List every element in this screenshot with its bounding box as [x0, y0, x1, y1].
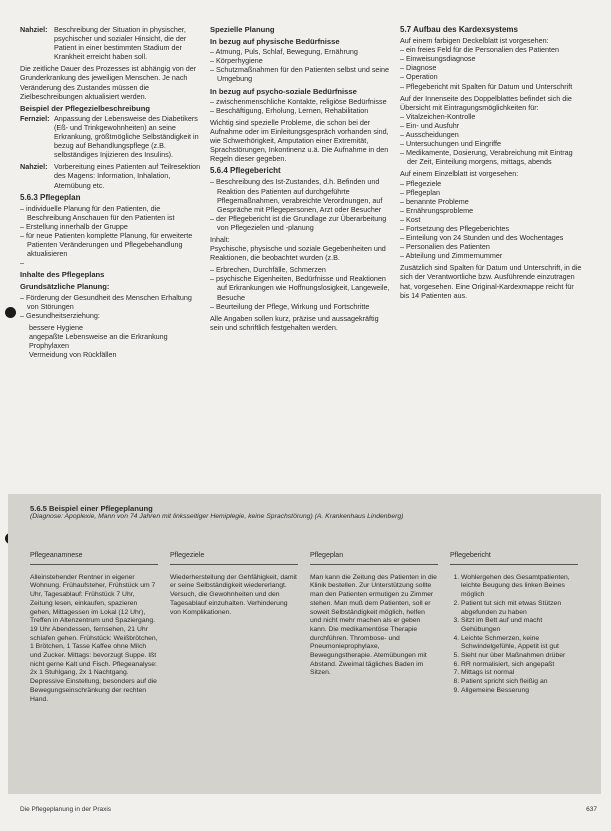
page-number: 637 [586, 806, 597, 813]
section-heading: Spezielle Planung [210, 25, 275, 34]
section-heading: In bezug auf psycho-soziale Bedürfnisse [210, 86, 357, 96]
paragraph: Auf der Innenseite des Doppelblattes befindet sich die Übersicht mit Eintragungsmöglichkeiten für: [400, 93, 572, 112]
phys-list: – Atmung, Puls, Schlaf, Bewegung, Ernährung – Körperhygiene – Schutzmaßnahmen für den Patienten selbst und seine Umgebung [210, 47, 390, 83]
punch-hole-icon [5, 307, 16, 318]
section-heading: 5.6.4 Pflegebericht [210, 166, 281, 176]
paragraph: Alle Angaben sollen kurz, präzise und aussagekräftig sein und schriftlich festgehalten werden. [210, 313, 379, 332]
paragraph: Die zeitliche Dauer des Prozesses ist abhängig von der Grunderkrankung des jeweiligen Menschen. Je nach Veränderung des Zustandes müssen die Zielbeschreibungen aktualisiert werden. [20, 64, 197, 101]
planning-list: – individuelle Planung für den Patienten, die Beschreibung Anschauen für den Patienten ist – Erstellung innerhalb der Gruppe – für neue Patienten komplette Planung, für erweiterte Patienten Veränderungen und Pflegebehandlung aktualisieren – [20, 204, 202, 268]
section-heading: Inhalte des Pflegeplans [20, 270, 105, 280]
box-column-pflegebericht: Pflegebericht 1. Wohlergehen des Gesamtpatienten, leichte Beugung des linken Beines möglich 2. Patient tut sich mit etwas Stützen abgefunden zu haben 3. Sitzt im Bett auf und macht Gehübungen 4. Leichte Schmerzen, keine Schwindelgefühle, Appetit ist gut 5. Sieht nur über Maßnahmen drüber 6. RR normalisiert, sich angepaßt 7. Mittags ist normal 8. Patient spricht sich fleißig an 9. Allgemeine Besserung [450, 552, 578, 696]
example-box [8, 494, 601, 794]
grund-sublist: bessere Hygiene angepaßte Lebensweise an die Erkrankung Prophylaxen Vermeidung von Rückfällen [29, 322, 168, 360]
einzel-list: – Pflegeziele – Pflegeplan – benannte Probleme – Ernährungsprobleme – Kost – Fortsetzung des Pflegeberichtes – Einteilung von 24 Stunden und des Wochentages – Personalien des Patienten – Abteilung und Zimmernummer [400, 179, 582, 261]
definition-fernziel: Fernziel: Anpassung der Lebensweise des Diabetikers (Eß- und Trinkgewohnheiten) an seine Erkrankung, größtmögliche Selbständigkeit in bezug auf Behandlungspflege (z.B. selbständiges Injizieren des Insulins). [20, 113, 199, 160]
middle-column [210, 25, 390, 335]
section-heading: 5.7 Aufbau des Kardexsystems [400, 25, 518, 34]
paragraph: Auf einem Einzelblatt ist vorgesehen: [400, 169, 519, 179]
paragraph: Wichtig sind spezielle Probleme, die schon bei der Aufnahme oder im Einleitungsgespräch vorhanden sind, wie Schwerhörigkeit, Amputation einer Extremität, Sprachstörungen, Inkontinenz u.ä. Die Aufnahme in den Regeln dieser gegeben. [210, 117, 389, 164]
box-column-pflegeplan: Pflegeplan Man kann die Zeitung des Patienten in die Klinik bestellen. Zur Unterstützung sollte man den Patienten ermutigen zu Zimmer stehen. Man muß dem Patienten, soll er soweit Selbständigkeit möglich, helfen und nicht mehr machen als er geben kann. Die medikamentöse Therapie durchführen. Thrombose- und Pneumonieprophylaxe, Bewegungstherapie. Atemübungen mit Abstand. Zweimal tägliches Baden im Sitzen. [310, 552, 437, 677]
inhalt-list: – Erbrechen, Durchfälle, Schmerzen – psychische Eigenheiten, Bedürfnisse und Reaktionen auf Erkrankungen wie Hoffnungslosigkeit, Langeweile, Besuche – Beurteilung der Pflege, Wirkung und Fortschritte [210, 265, 390, 310]
right-column [400, 25, 582, 303]
kardex-list: – ein freies Feld für die Personalien des Patienten – Einweisungsdiagnose – Diagnose – Operation – Pflegebericht mit Spalten für Datum und Unterschrift [400, 45, 582, 90]
paragraph: Psychische, physische und soziale Gegebenheiten und Reaktionen, die beobachtet wurden (z.B. [210, 244, 386, 263]
pflegebericht-list: 1. Wohlergehen des Gesamtpatienten, leichte Beugung des linken Beines möglich 2. Patient tut sich mit etwas Stützen abgefunden zu haben 3. Sitzt im Bett auf und macht Gehübungen 4. Leichte Schmerzen, keine Schwindelgefühle, Appetit ist gut 5. Sieht nur über Maßnahmen drüber 6. RR normalisiert, sich angepaßt 7. Mittags ist normal 8. Patient spricht sich fleißig an 9. Allgemeine Besserung [450, 574, 578, 696]
paragraph: Auf einem farbigen Deckelblatt ist vorgesehen: [400, 36, 549, 46]
box-heading: 5.6.5 Beispiel einer Pflegeplanung [30, 504, 153, 513]
psych-list: – zwischenmenschliche Kontakte, religiöse Bedürfnisse – Beschäftigung, Erholung, Lernen, Rehabilitation [210, 97, 390, 115]
paragraph: Inhalt: [210, 234, 230, 244]
box-column-anamnese: Pflegeanamnese Alleinstehender Rentner in eigener Wohnung. Frühaufsteher, Frühstück um 7 Uhr, Tagesablauf: Frühstück 7 Uhr, Zeitung lesen, einkaufen, spazieren gehen, Mittagessen im Lokal (12 Uhr), Treffen in Altenzentrum und Spaziergang. 19 Uhr Abendessen, fernsehen, 21 Uhr schlafen gehen. Frühstück: Weißbrötchen, 1 Brötchen, 1 Tasse Kaffee ohne Milch und Zucker. Mittags: bevorzugt Suppe. Ißt nicht gerne Kalt und Fisch. Pflegeanalyse: 2x 1 Stuhlgang, 2x 1 Nachtgang. Depressive Einstellung, besonders auf die Bewegungseinschränkung der rechten Hand. [30, 552, 158, 703]
section-heading: 5.6.3 Pflegeplan [20, 192, 81, 202]
paragraph: Zusätzlich sind Spalten für Datum und Unterschrift, in die sich der Verantwortliche bzw. Ausführende einzutragen hat, vorgesehen. Eine Original-Kardexmappe reicht für bis 14 Patienten aus. [400, 263, 582, 300]
definition-nahziel-2: Nahziel: Vorbereitung eines Patienten auf Teilresektion des Magens: Information, Inhalation, Atemübung etc. [20, 162, 201, 190]
bericht-list: – Beschreibung des Ist-Zustandes, d.h. Befinden und Reaktion des Patienten auf durchgeführte Pflegemaßnahmen, verabreichte Verordnungen, auf Gespräche mit Pflegepersonen, Arzt oder Besucher – der Pflegebericht ist die Grundlage zur Überarbeitung von Pflegezielen und -planung [210, 177, 390, 232]
box-column-pflegeziele: Pflegeziele Wiederherstellung der Gehfähigkeit, damit er seine Selbständigkeit wiedererlangt. Versuch, die Gewohnheiten und den Tagesablauf einzuhalten. Verhinderung von Komplikationen. [170, 552, 297, 616]
innen-list: – Vitalzeichen-Kontrolle – Ein- und Ausfuhr – Ausscheidungen – Untersuchungen und Eingriffe – Medikamente, Dosierung, Verabreichung mit Eintrag der Zeit, Einteilung morgens, mittags, abends [400, 112, 582, 167]
section-heading: Grundsätzliche Planung: [20, 282, 110, 292]
running-footer: Die Pflegeplanung in der Praxis [20, 806, 112, 813]
definition-nahziel-1: Nahziel: Beschreibung der Situation in physischer, psychischer und sozialer Hinsicht, die der Patient in einer bestimmten Stadium der Krankheit erreicht haben soll. [20, 25, 187, 62]
grund-list: – Förderung der Gesundheit des Menschen Erhaltung von Störungen – Gesundheitserziehung: [20, 293, 202, 320]
left-column [20, 25, 202, 362]
box-subtitle: (Diagnose: Apoplexie, Mann von 74 Jahren mit linksseitiger Hemiplegie, keine Sprachstörung) (A. Krankenhaus Lindenberg) [30, 513, 404, 520]
section-heading: Beispiel der Pflegezielbeschreibung [20, 103, 150, 113]
section-heading: In bezug auf physische Bedürfnisse [210, 37, 340, 47]
